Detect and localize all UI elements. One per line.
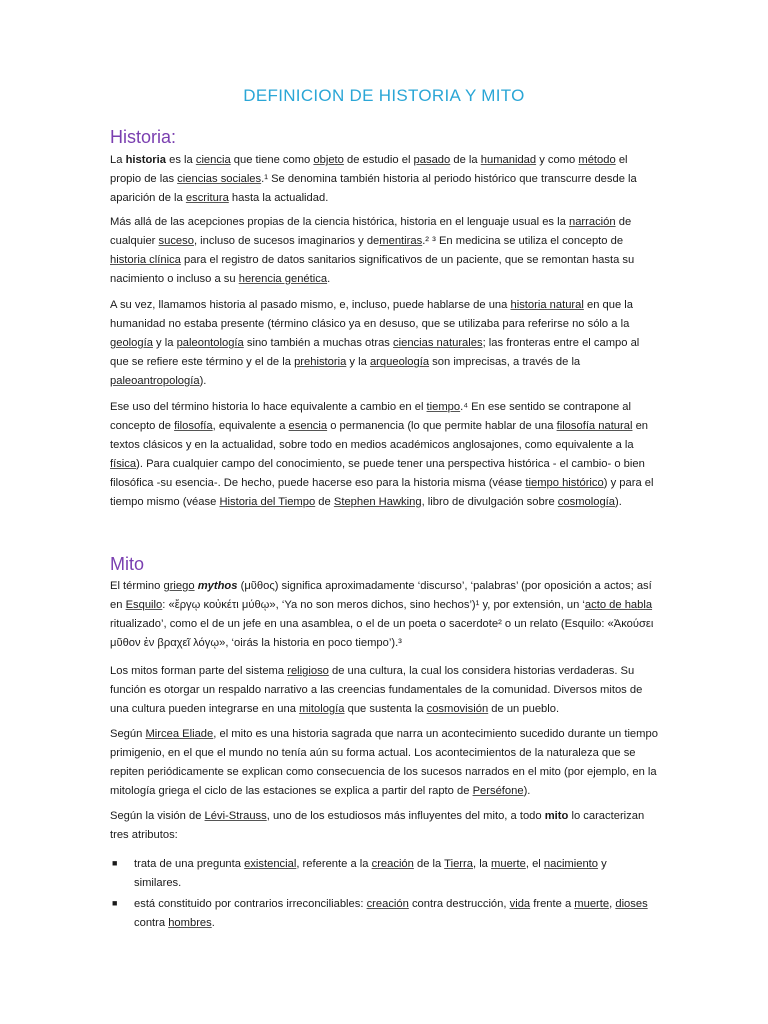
link-stephen-hawking[interactable]: Stephen Hawking — [333, 496, 422, 508]
bullet-item-1: trata de una pregunta existencial, referente a la creación de la Tierra, la muerte, el nacimiento y similares. — [134, 858, 607, 889]
link-mircea-eliade[interactable]: Mircea Eliade — [145, 728, 214, 740]
link-cosmologia[interactable]: cosmología — [557, 496, 615, 508]
link-historia-natural[interactable]: historia natural — [510, 299, 584, 311]
link-esencia[interactable]: esencia — [288, 420, 328, 432]
link-religioso[interactable]: religioso — [287, 665, 329, 677]
link-fisica[interactable]: física — [110, 458, 137, 470]
link-historia-del-tiempo[interactable]: Historia del Tiempo — [219, 496, 316, 508]
link-metodo[interactable]: método — [578, 154, 616, 166]
link-hombres[interactable]: hombres — [168, 917, 212, 929]
link-filosofia[interactable]: filosofía — [174, 420, 213, 432]
link-creacion[interactable]: creación — [366, 898, 409, 910]
link-tiempo[interactable]: tiempo — [426, 401, 461, 413]
link-ciencia[interactable]: ciencia — [195, 154, 231, 166]
link-arqueologia[interactable]: arqueología — [369, 356, 430, 368]
link-tiempo-historico[interactable]: tiempo histórico — [525, 477, 604, 489]
link-acto-de-habla[interactable]: acto de habla — [584, 599, 653, 611]
link-nacimiento[interactable]: nacimiento — [543, 858, 599, 870]
paragraph-2: Más allá de las acepciones propias de la ciencia histórica, historia en el lenguaje usual es la narración de cualquier suceso, incluso de sucesos imaginarios y dementiras.² ³ En medicina se utiliza el concepto de historia clínica para el registro de datos sanitarios significativos de un paciente, que se remontan hasta su nacimiento o incluso a su herencia genética. — [110, 216, 635, 285]
link-esquilo[interactable]: Esquilo — [125, 599, 163, 611]
link-pasado[interactable]: pasado — [413, 154, 451, 166]
link-griego[interactable]: griego — [163, 580, 195, 592]
paragraph-1: La historia es la ciencia que tiene como objeto de estudio el pasado de la humanidad y como método el propio de las ciencias sociales.¹ Se denomina también historia al periodo histórico que transcurre desde la aparición de la escritura hasta la actualidad. — [110, 154, 637, 204]
link-historia-clinica[interactable]: historia clínica — [110, 254, 181, 266]
link-muerte[interactable]: muerte — [491, 858, 526, 870]
link-vida[interactable]: vida — [509, 898, 531, 910]
section-heading-historia: Historia: — [110, 127, 177, 147]
bullet-icon: ■ — [112, 898, 118, 908]
link-cosmovision[interactable]: cosmovisión — [426, 703, 489, 715]
link-muerte[interactable]: muerte — [574, 898, 610, 910]
link-prehistoria[interactable]: prehistoria — [294, 356, 347, 368]
link-filosofia-natural[interactable]: filosofía natural — [556, 420, 633, 432]
link-existencial[interactable]: existencial — [244, 858, 297, 870]
link-objeto[interactable]: objeto — [313, 154, 344, 166]
link-herencia-genetica[interactable]: herencia genética — [238, 273, 328, 285]
link-humanidad[interactable]: humanidad — [480, 154, 537, 166]
link-mitologia[interactable]: mitología — [299, 703, 345, 715]
paragraph-8: Según la visión de Lévi-Strauss, uno de los estudiosos más influyentes del mito, a todo mito lo caracterizan tres atributos: — [110, 810, 645, 841]
link-dioses[interactable]: dioses — [615, 898, 648, 910]
paragraph-3: A su vez, llamamos historia al pasado mismo, e, incluso, puede hablarse de una historia natural en que la humanidad no estaba presente (término clásico ya en desuso, que se utilizaba para referirse no sólo a la geología y la paleontología sino también a muchas otras ciencias naturales; las fronteras entre el campo al que se refiere este término y el de la prehistoria y la arqueología son imprecisas, a través de la paleoantropología). — [110, 299, 640, 387]
bullet-icon: ■ — [112, 858, 118, 868]
link-paleontologia[interactable]: paleontología — [176, 337, 244, 349]
link-ciencias-sociales[interactable]: ciencias sociales — [177, 173, 262, 185]
section-heading-mito: Mito — [110, 554, 145, 574]
page-title: DEFINICION DE HISTORIA Y MITO — [243, 86, 525, 105]
bullet-item-2: está constituido por contrarios irreconciliables: creación contra destrucción, vida frente a muerte, dioses contra hombres. — [134, 898, 648, 929]
link-mentiras[interactable]: mentiras — [379, 235, 423, 247]
link-creacion[interactable]: creación — [371, 858, 414, 870]
paragraph-5: El término griego mythos (μῦθος) significa aproximadamente ‘discurso’, ‘palabras’ (por oposición a actos; así en Esquilo: «ἔργῳ κοὐκέτι μύθῳ», ‘Ya no son meros dichos, sino hechos’)¹ y, por extensión, un ‘acto de habla ritualizado’, como el de un jefe en una asamblea, o el de un poeta o sacerdote² o un relato (Esquilo: «Ἀκούσει μῦθον ἐν βραχεῖ λόγῳ», ‘oirás la historia en poco tiempo’).³ — [110, 580, 654, 649]
link-escritura[interactable]: escritura — [185, 192, 229, 204]
paragraph-4: Ese uso del término historia lo hace equivalente a cambio en el tiempo.⁴ En ese sentido se contrapone al concepto de filosofía, equivalente a esencia o permanencia (lo que permite hablar de una filosofía natural en textos clásicos y en la actualidad, sobre todo en medios académicos anglosajones, como equivalente a la física). Para cualquier campo del conocimiento, se puede tener una perspectiva histórica - el cambio- o bien filosófica -su esencia-. De hecho, puede hacerse eso para la historia misma (véase tiempo histórico) y para el tiempo mismo (véase Historia del Tiempo de Stephen Hawking, libro de divulgación sobre cosmología). — [110, 401, 654, 508]
link-geologia[interactable]: geología — [110, 337, 153, 349]
link-suceso[interactable]: suceso — [158, 235, 194, 247]
paragraph-6: Los mitos forman parte del sistema religioso de una cultura, la cual los considera historias verdaderas. Su función es otorgar un respaldo narrativo a las creencias fundamentales de la comunidad. Diversos mitos de una cultura pueden integrarse en una mitología que sustenta la cosmovisión de un pueblo. — [110, 665, 643, 715]
link-levi-strauss[interactable]: Lévi-Strauss — [204, 810, 267, 822]
link-paleoantropologia[interactable]: paleoantropología — [110, 375, 200, 387]
link-persefone[interactable]: Perséfone — [472, 785, 524, 797]
link-tierra[interactable]: Tierra — [444, 858, 473, 870]
paragraph-7: Según Mircea Eliade, el mito es una historia sagrada que narra un acontecimiento sucedido durante un tiempo primigenio, en el que el mundo no tenía aún su forma actual. Los acontecimientos de la naturaleza que se repiten periódicamente se explican como consecuencia de los sucesos narrados en el mito (por ejemplo, en la mitología griega el ciclo de las estaciones se explica a partir del rapto de Perséfone). — [110, 728, 658, 797]
link-narracion[interactable]: narración — [568, 216, 616, 228]
link-ciencias-naturales[interactable]: ciencias naturales — [393, 337, 483, 349]
